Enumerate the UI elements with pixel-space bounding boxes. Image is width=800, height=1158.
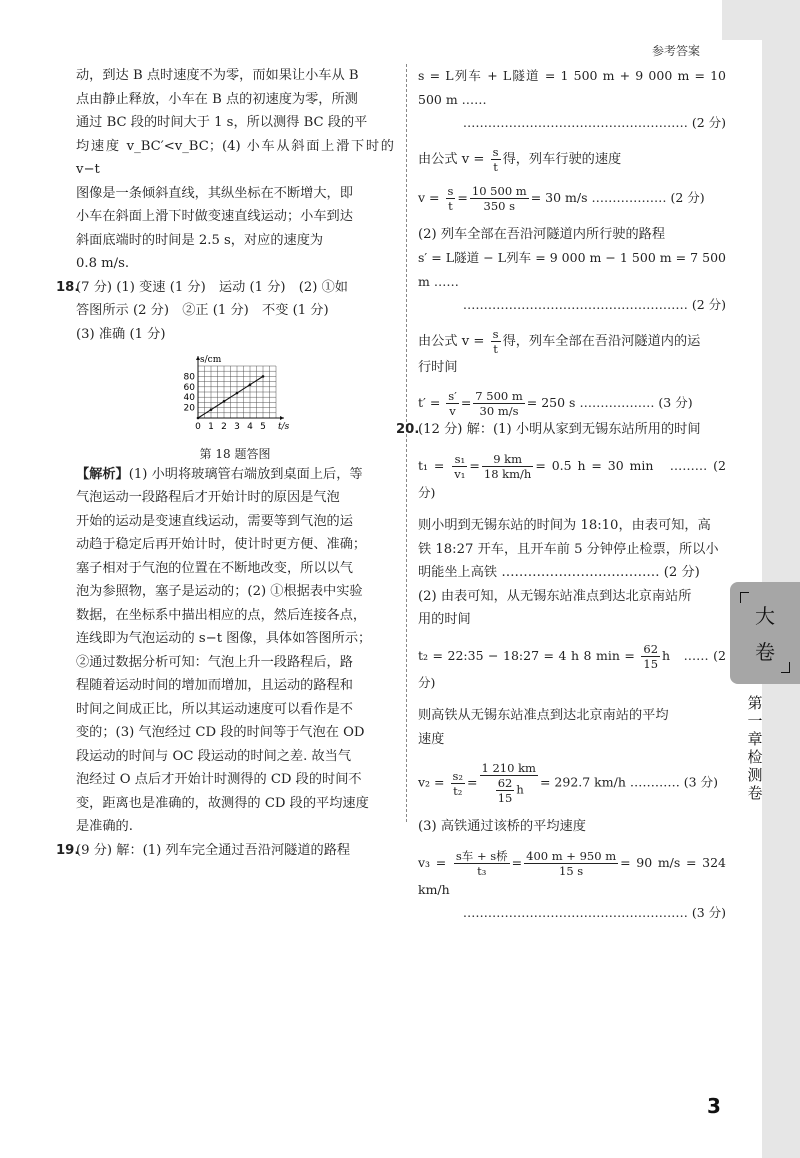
question-20-text: (12 分) 解：(1) 小明从家到无锡东站所用的时间 [418,422,701,437]
x-tick-label: 0 [195,422,201,432]
numerator: s′ [448,389,457,403]
formula-line [418,642,726,695]
y-tick-label: 40 [183,393,195,404]
text-span: 得，列车行驶的速度 [502,151,622,167]
fraction [482,452,533,481]
fraction [452,452,467,481]
analysis-line: 开始的运动是变速直线运动，需要等到气泡的运 [76,513,353,529]
formula-line: v₃ = $\frac{\text{s车 + s桥}}{\text{t₃}}$ = $\frac{400 m + 950 m}{15 s}$ = 90 m/s = 324 km/h [418,848,726,897]
x-axis-arrow [280,416,284,420]
numerator: s [492,326,499,341]
text-span: t₂ = 22:35 − 18:27 = 4 h 8 min = [418,647,635,663]
text-line: 小车在斜面上滑下时做变速直线运动；小车到达 [76,209,353,224]
formula-line [418,327,726,356]
data-point [249,383,252,386]
numerator: 10 500 m [471,183,527,198]
text-span: t′ = [418,395,441,410]
text-line: 用的时间 [418,612,471,627]
question-17-continued [76,64,394,276]
analysis-line: 变的；(3) 气泡经过 CD 段的时间等于气泡在 OD [76,725,365,740]
denominator: v₁ [454,466,466,481]
denominator: t₂ [453,783,463,798]
score-line: ……………………………………………… (3 分) [462,905,726,920]
page-corner [722,0,762,40]
text-span: h …… (2 分) [418,647,726,690]
analysis-line: 泡为参照物，塞子是运动的；(2) ①根据表中实验 [76,584,363,599]
page-number: 3 [707,1094,721,1118]
answer-line: (3) 准确 (1 分) [76,326,166,342]
numerator: 62 [643,641,659,656]
unit: h [516,782,524,797]
question-20 [396,418,726,442]
formula-line: s = L列车 + L隧道 = 1 500 m + 9 000 m = 10 500 m …… [418,68,726,107]
text-line: 动，到达 B 点时速度不为零，而如果让小车从 B [76,68,359,83]
text-span: = 90 m/s = 324 km/h [418,854,726,897]
text-span: t₁ = [418,457,445,473]
x-tick-label: 1 [208,422,214,432]
numerator: s₁ [452,452,467,467]
numerator: s [492,144,499,159]
y-tick-label: 60 [183,382,195,393]
numerator: 400 m + 950 m [526,848,617,863]
numerator: s₂ [452,768,464,783]
analysis-line: 塞子相对于气泡的位置在不断地改变，所以以气 [76,560,353,576]
text-line: 速度 [418,731,445,747]
tab-bracket-bottom [781,662,790,673]
analysis-line: 时间之间成正比，所以其运动速度可以看作是不 [76,701,353,717]
analysis-line: 数据，在坐标系中描出相应的点，然后连接各点， [76,607,367,623]
data-point [236,392,239,395]
denominator: 15 [643,656,659,671]
question-19 [56,839,394,863]
text-span: 得，列车全部在吾沿河隧道内的运 [502,333,701,349]
chapter-side-label: 第一章检测卷 [747,694,763,802]
st-chart [170,350,300,434]
text-line: 0.8 m/s. [76,256,130,271]
x-axis-label: t/s [278,422,290,432]
analysis-line: ②通过数据分析可知：气泡上升一段路程后，路 [76,654,353,670]
denominator: 15 [497,791,513,805]
fraction [491,145,501,174]
denominator: v [449,404,456,418]
score-line: ……………………………………………… (2 分) [462,297,726,312]
numerator: 1 210 km [481,761,536,775]
formula-line: t′ = $\frac{s'}{v}$ = $\frac{7 500 m}{30 m/s}$ = 250 s ……………… (3 分) [418,389,693,418]
denominator: 18 km/h [483,466,532,481]
text-line: 行时间 [418,359,458,375]
fraction [641,642,660,671]
chapter-tab[interactable] [730,582,800,684]
analysis-line: 变，距离也是准确的，故测得的 CD 段的平均速度 [76,795,369,811]
text-span: v₂ = [418,774,445,790]
answer-line: 答图所示 (2 分) ②正 (1 分) 不变 (1 分) [76,303,329,318]
x-tick-label: 5 [260,422,266,432]
fraction [524,849,618,878]
analysis-line: 连线即为气泡运动的 s−t 图像，具体如答图所示； [76,631,372,646]
analysis-line: 段运动的时间与 OC 段运动的时间之差. 故当气 [76,748,352,764]
text-line: 图像是一条倾斜直线，其纵坐标在不断增大，即 [76,185,353,201]
data-point [262,375,265,378]
numerator: 9 km [482,452,533,467]
formula-line: s′ = L隧道 − L列车 = 9 000 m − 1 500 m = 7 500 m …… [418,250,726,289]
text-span: 由公式 v = [418,333,485,349]
text-line: (2) 列车全部在吾沿河隧道内所行驶的路程 [418,226,666,242]
text-span: = 292.7 km/h ………… (3 分) [539,774,718,790]
text-span: = 30 m/s ……………… (2 分) [530,189,705,205]
analysis-first-line [76,463,394,487]
text-line: 通过 BC 段的时间大于 1 s，所以测得 BC 段的平 [76,115,368,130]
score-line: ……………………………………………… (2 分) [462,115,726,130]
fraction [491,327,501,356]
question-number: 20. [396,422,420,437]
fraction [446,184,456,213]
denominator: t [493,159,498,174]
text-span: v₃ = [418,854,447,870]
y-tick-label: 20 [183,403,195,414]
y-tick-label: 80 [183,372,195,383]
question-18 [56,276,394,300]
formula-line: t₁ = $\frac{\text{s₁}}{\text{v₁}}$ = $\frac{9 km}{18 km/h}$ = 0.5 h = 30 min ……… (2 分) [418,451,726,500]
numerator: s车 + s桥 [455,848,508,863]
fraction [470,184,529,213]
fraction [480,761,538,805]
answer-line: (7 分) (1) 变速 (1 分) 运动 (1 分) (2) ①如 [76,279,348,295]
numerator: 62 [497,776,513,790]
denominator: 350 s [483,198,516,213]
denominator [480,776,538,805]
text-line: (3) 高铁通过该桥的平均速度 [418,819,586,834]
analysis-body [76,486,394,839]
score-line: 明能坐上高铁 ……………………………… (2 分) [418,565,700,580]
denominator: 15 s [559,863,584,878]
x-tick-label: 3 [234,422,240,432]
fraction [446,389,459,418]
y-axis-label: s/cm [200,355,222,365]
fraction [496,776,515,805]
text-line: 铁 18:27 开车，且开车前 5 分钟停止检票，所以小 [418,541,719,557]
analysis-line: 泡经过 O 点后才开始计时测得的 CD 段的时间不 [76,772,362,787]
tab-label-top: 大 [755,604,775,628]
question-number: 19. [56,842,80,858]
denominator: t [448,198,453,213]
text-line: 均速度 v_BC′<v_BC；(4) 小车从斜面上滑下时的 v−t [76,138,394,177]
chart-container [76,350,394,443]
formula-line [418,145,726,174]
analysis-line: 动趋于稳定后再开始计时，使计时更方便、准确； [76,537,367,552]
fraction [454,849,510,878]
analysis-label: 【解析】 [76,466,129,482]
denominator: t [493,341,498,356]
denominator: t₃ [477,863,487,878]
numerator: s [447,183,454,198]
fraction [451,769,466,798]
x-tick-label: 4 [247,422,253,432]
text-line: 则小明到无锡东站的时间为 18:10，由表可知，高 [418,518,711,533]
formula-line: v₂ = $\frac{\text{s₂}}{\text{t₂}}$ = 1 210 km $\frac{62}{15}$ h = 292.7 km/h ………… (3 分) [418,761,718,805]
formula-line [418,184,726,213]
fraction [473,389,524,418]
analysis-line: 气泡运动一段路程后才开始计时的原因是气泡 [76,490,340,505]
right-column [396,64,726,925]
text-span: 由公式 v = [418,151,485,167]
data-point [223,400,226,403]
analysis-line: 程随着运动时间的增加而增加，且运动的路程和 [76,678,353,693]
chart-caption: 第 18 题答图 [199,446,271,461]
text-line: 斜面底端时的时间是 2.5 s，对应的速度为 [76,232,324,248]
tab-label-bottom: 卷 [755,640,775,664]
text-line: 点由静止释放，小车在 B 点的初速度为零，所测 [76,91,358,107]
text-span: = 0.5 h = 30 min ……… (2 分) [418,457,726,500]
data-point [197,417,200,420]
left-column [56,64,394,862]
text-span: = 250 s ……………… (3 分) [526,395,693,410]
numerator: 7 500 m [475,389,523,403]
text-span: v = [418,189,440,205]
analysis-line: (1) 小明将玻璃管右端放到桌面上后，等 [128,466,363,482]
question-number: 18. [56,279,80,295]
text-line: (2) 由表可知，从无锡东站准点到达北京南站所 [418,588,692,604]
text-line: 则高铁从无锡东站准点到达北京南站的平均 [418,708,669,723]
header-label: 参考答案 [651,44,700,58]
text-span: = [457,189,468,205]
data-point [210,408,213,411]
column-divider [406,64,407,822]
denominator: 30 m/s [479,404,519,418]
question-19-text: (9 分) 解：(1) 列车完全通过吾沿河隧道的路程 [76,842,351,858]
analysis-line: 是准确的. [76,819,133,834]
x-tick-label: 2 [221,422,227,432]
